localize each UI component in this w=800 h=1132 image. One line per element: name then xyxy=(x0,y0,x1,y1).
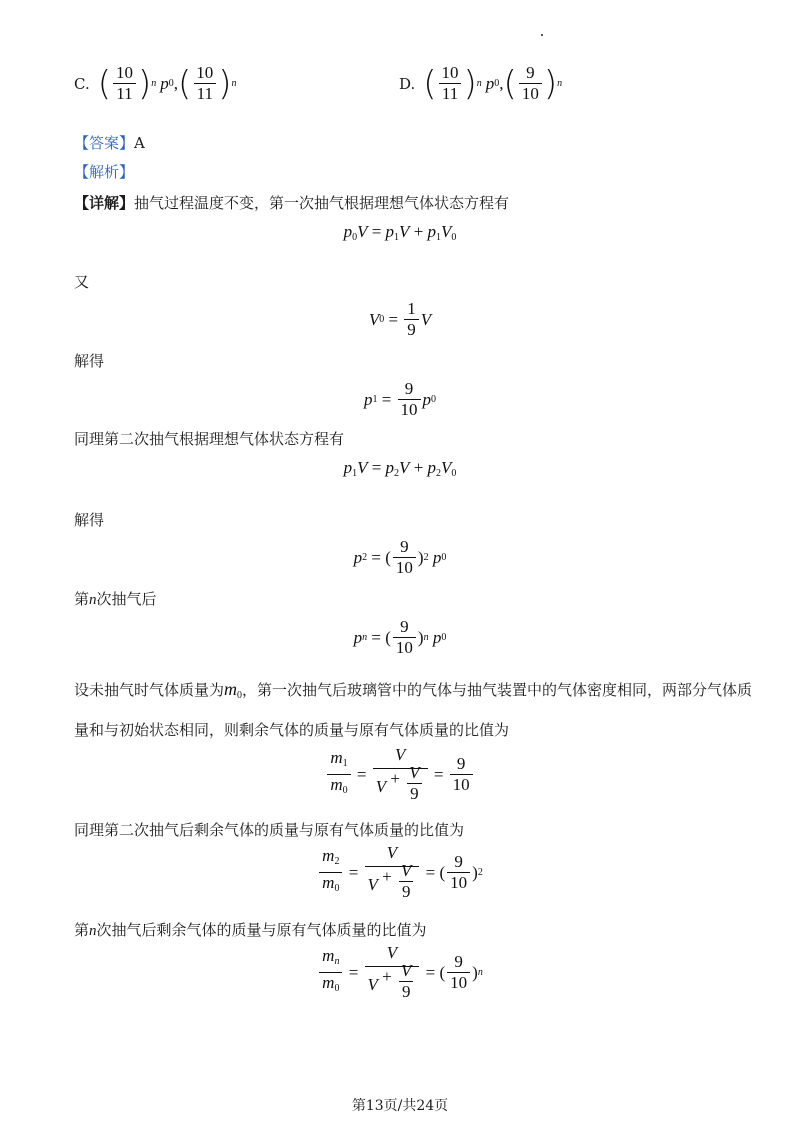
answer-tag: 【答案】 xyxy=(74,134,135,152)
equation-4: $p_1V = p_2V + p_2V_0$ xyxy=(343,458,457,479)
text-mass-second: 同理第二次抽气后剩余气体的质量与原有气体质量的比值为 xyxy=(74,821,465,839)
option-c-expression: ( $\frac{10}{11}$ ) n p 0 , ( $\frac{10}{11}$ ) n xyxy=(97,63,237,104)
answer-line xyxy=(74,134,145,152)
detail-intro: 抽气过程温度不变，第一次抽气根据理想气体状态方程有 xyxy=(134,194,510,212)
detail-line xyxy=(74,194,509,212)
equation-5: p 2 = ( $\frac{9}{10}$ ) 2 p 0 xyxy=(353,537,447,577)
text-mass-line-1: 设未抽气时气体质量为$m_0$，第一次抽气后玻璃管中的气体与抽气装置中的气体密度相同，两部分气体质 xyxy=(74,679,753,701)
equation-6: p n = ( $\frac{9}{10}$ ) n p 0 xyxy=(353,617,447,657)
equation-1: $p_0V = p_1V + p_1V_0$ xyxy=(343,222,457,243)
equation-7: $\frac{m_1}{m_0}$ = V V + $\frac{V}{9}$ = $\frac{9}{10}$ xyxy=(0,746,800,803)
text-also: 又 xyxy=(74,273,90,291)
stray-dot xyxy=(541,34,543,36)
detail-tag: 【详解】 xyxy=(74,194,135,212)
option-c xyxy=(74,64,237,103)
text-mass-nth: 第n次抽气后剩余气体的质量与原有气体质量的比值为 xyxy=(74,921,427,939)
analysis-tag: 【解析】 xyxy=(74,163,135,181)
option-d-label: D. xyxy=(399,74,416,93)
text-second-intro: 同理第二次抽气根据理想气体状态方程有 xyxy=(74,430,345,448)
answer-value: A xyxy=(134,134,145,152)
text-solve-1: 解得 xyxy=(74,352,105,370)
text-solve-2: 解得 xyxy=(74,511,105,529)
option-c-label: C. xyxy=(74,74,90,93)
option-d-expression: ( $\frac{10}{11}$ ) n p 0 , ( $\frac{9}{10}$ ) n xyxy=(423,63,563,104)
text-mass-line-2: 量和与初始状态相同，则剩余气体的质量与原有气体质量的比值为 xyxy=(74,721,510,739)
option-d xyxy=(399,64,562,103)
text-nth: 第n次抽气后 xyxy=(74,590,157,608)
equation-9: $\frac{m_n}{m_0}$ = V V + $\frac{V}{9}$ = ( $\frac{9}{10}$ ) n xyxy=(0,944,800,1001)
equation-2: V 0 = $\frac{1}{9}$ V xyxy=(368,299,432,339)
equation-8: $\frac{m_2}{m_0}$ = V V + $\frac{V}{9}$ = ( $\frac{9}{10}$ ) 2 xyxy=(0,844,800,901)
equation-3: p 1 = $\frac{9}{10}$ p 0 xyxy=(363,379,437,419)
page-number: 第13页/共24页 xyxy=(351,1098,449,1114)
